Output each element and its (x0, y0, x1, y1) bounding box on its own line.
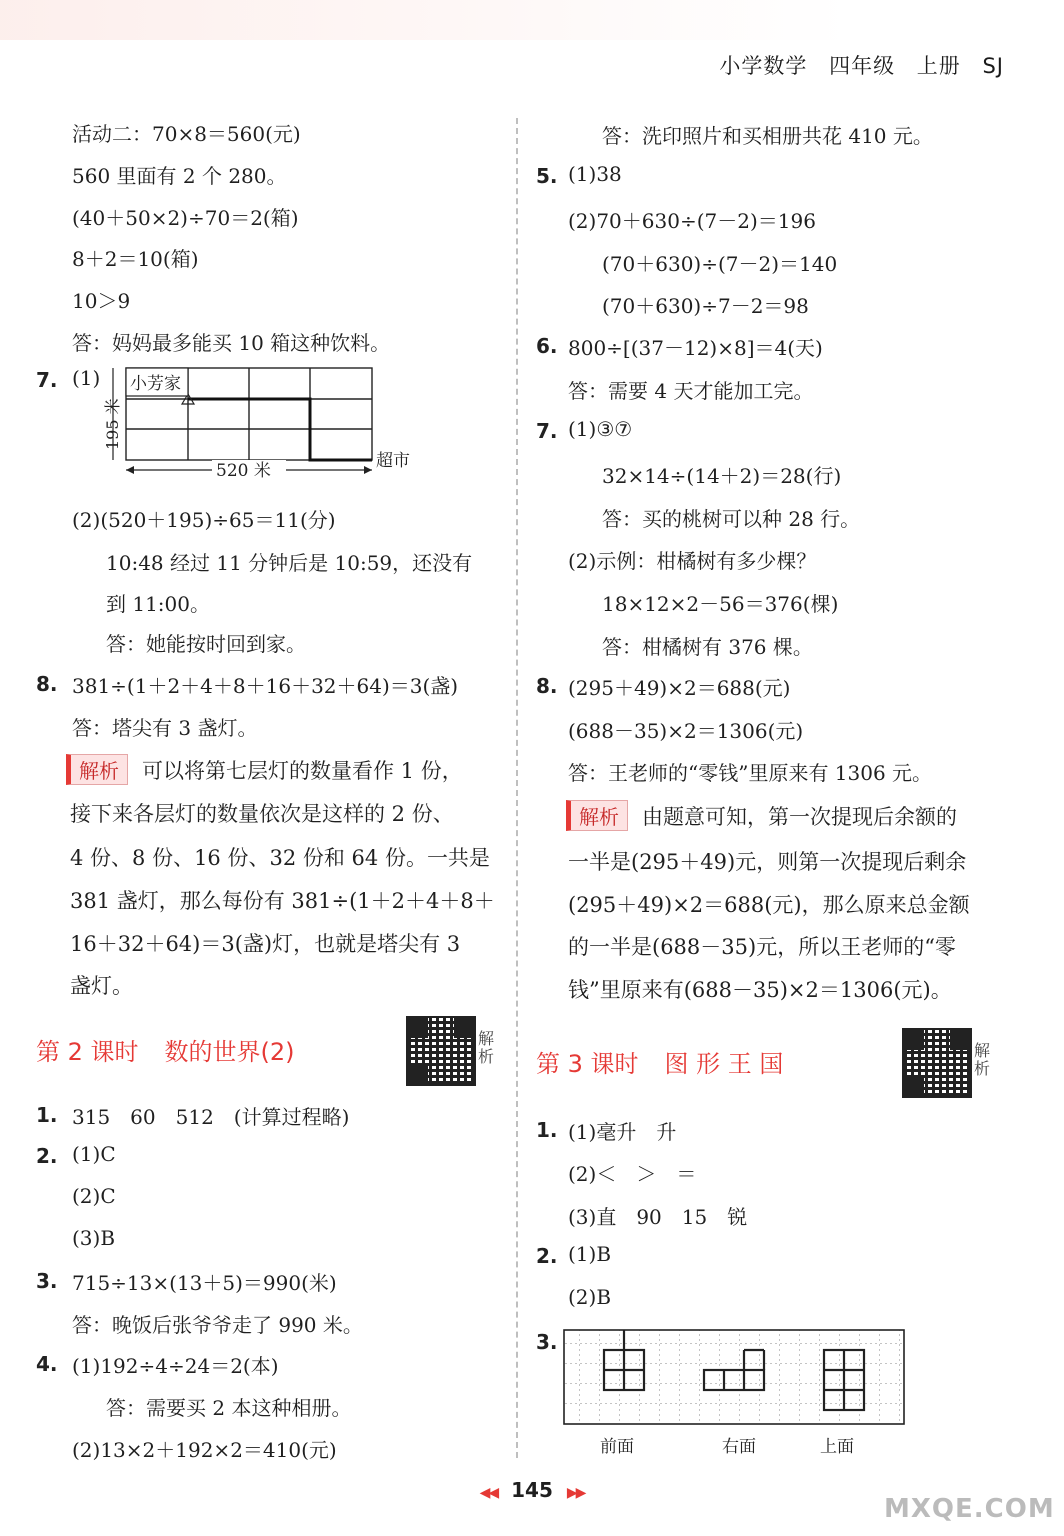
left-line: (2)13×2＋192×2＝410(元) (72, 1438, 337, 1462)
lesson-number: 第 2 课时 (36, 1038, 139, 1066)
page-header (705, 50, 1004, 80)
left-line: 10＞9 (72, 289, 131, 313)
qr-code[interactable] (902, 1028, 972, 1098)
question-number: 1. (36, 1103, 58, 1127)
analysis-text: 16＋32＋64)＝3(盏)灯，也就是塔尖有 3 (70, 932, 461, 956)
left-line: 到 11:00。 (106, 592, 210, 616)
left-line: 答：晚饭后张爷爷走了 990 米。 (72, 1313, 363, 1337)
left-line: 315 60 512 (计算过程略) (72, 1105, 350, 1129)
question-number: 2. (536, 1244, 558, 1268)
analysis-text: 由题意可知，第一次提现后余额的 (642, 805, 957, 829)
right-line: (2)示例：柑橘树有多少棵？ (568, 549, 817, 573)
prev-arrows-icon: ◀◀ (479, 1485, 498, 1501)
question-number: 8. (36, 672, 58, 696)
left-line: 381÷(1＋2＋4＋8＋16＋32＋64)＝3(盏) (72, 674, 459, 698)
right-line: (70＋630)÷7－2＝98 (602, 294, 809, 318)
header-edition: SJ (982, 54, 1004, 78)
map-horizontal-label: 520 米 (216, 461, 271, 481)
left-line: (1)C (72, 1142, 116, 1166)
right-line: (1)B (568, 1242, 612, 1266)
view-label-front: 前面 (600, 1437, 634, 1457)
left-line: 答：需要买 2 本这种相册。 (106, 1396, 352, 1420)
left-line: 10:48 经过 11 分钟后是 10:59，还没有 (106, 551, 473, 575)
left-line: 715÷13×(13＋5)＝990(米) (72, 1271, 337, 1295)
right-line: (295＋49)×2＝688(元) (568, 676, 791, 700)
question-number: 7. (36, 368, 58, 392)
right-line: (2)B (568, 1285, 612, 1309)
analysis-tag: 解析 (566, 800, 628, 831)
question-number: 6. (536, 334, 558, 358)
view-label-right: 右面 (722, 1437, 756, 1457)
left-line: 活动二：70×8＝560(元) (72, 122, 301, 146)
left-line: (40＋50×2)÷70＝2(箱) (72, 206, 299, 230)
right-line: 32×14÷(14＋2)＝28(行) (602, 464, 842, 488)
question-number: 2. (36, 1144, 58, 1168)
right-line: 答：买的桃树可以种 28 行。 (602, 507, 861, 531)
three-views-grid (560, 1324, 910, 1464)
analysis-text: 盏灯。 (70, 974, 133, 998)
left-line: (3)B (72, 1226, 116, 1250)
right-line: 18×12×2－56＝376(棵) (602, 592, 839, 616)
left-line: 答：她能按时回到家。 (106, 632, 306, 656)
right-line: (688－35)×2＝1306(元) (568, 719, 804, 743)
lesson-topic: 数的世界(2) (164, 1038, 295, 1066)
qr-code[interactable] (406, 1016, 476, 1086)
section-title (536, 1044, 783, 1079)
page-number: 145 (511, 1478, 553, 1502)
analysis-text: (295＋49)×2＝688(元)，那么原来总金额 (568, 893, 970, 917)
analysis-text: 4 份、8 份、16 份、32 份和 64 份。一共是 (70, 846, 490, 870)
question-number: 1. (536, 1118, 558, 1142)
qr-label: 解析 (478, 1029, 495, 1066)
left-line: (1)192÷4÷24＝2(本) (72, 1354, 279, 1378)
section-title (36, 1032, 295, 1067)
right-line: 答：洗印照片和买相册共花 410 元。 (602, 124, 933, 148)
right-line: (3)直 90 15 锐 (568, 1205, 748, 1229)
analysis-text: 一半是(295＋49)元，则第一次提现后剩余 (568, 850, 967, 874)
question-number: 5. (536, 164, 558, 188)
watermark: MXQE.COM (884, 1494, 1055, 1524)
left-line: (2)C (72, 1184, 116, 1208)
analysis-tag: 解析 (66, 754, 128, 785)
right-line: (1)毫升 升 (568, 1120, 677, 1144)
header-volume: 上册 (916, 54, 961, 78)
map-market-label: 超市 (376, 451, 410, 471)
analysis-text: 381 盏灯，那么每份有 381÷(1＋2＋4＋8＋ (70, 889, 495, 913)
right-line: 答：柑橘树有 376 棵。 (602, 635, 813, 659)
right-line: (1)③⑦ (568, 417, 633, 441)
question-number: 3. (536, 1330, 558, 1354)
right-line: 答：需要 4 天才能加工完。 (568, 379, 814, 403)
right-line: 800÷[(37－12)×8]＝4(天) (568, 336, 823, 360)
analysis-block (566, 800, 957, 831)
question-number: 8. (536, 674, 558, 698)
qr-label: 解析 (974, 1041, 991, 1078)
right-line: (1)38 (568, 162, 622, 186)
header-grade: 四年级 (829, 54, 896, 78)
left-line: (2)(520＋195)÷65＝11(分) (72, 508, 336, 532)
lesson-number: 第 3 课时 (536, 1050, 639, 1078)
right-line: (70＋630)÷(7－2)＝140 (602, 252, 838, 276)
right-line: (2)＜ ＞ ＝ (568, 1162, 697, 1186)
analysis-text: 可以将第七层灯的数量看作 1 份， (142, 759, 463, 783)
analysis-block (66, 754, 463, 785)
map-home-label: 小芳家 (130, 374, 181, 394)
route-map (100, 362, 420, 487)
map-vertical-label: 195 米 (103, 398, 122, 450)
analysis-text: 接下来各层灯的数量依次是这样的 2 份、 (70, 802, 454, 826)
right-line: (2)70＋630÷(7－2)＝196 (568, 209, 816, 233)
left-line: 答：妈妈最多能买 10 箱这种饮料。 (72, 331, 391, 355)
lesson-topic: 图 形 王 国 (664, 1050, 784, 1078)
q7-part1: (1) (72, 366, 101, 390)
view-label-top: 上面 (820, 1437, 854, 1457)
right-line: 答：王老师的“零钱”里原来有 1306 元。 (568, 761, 933, 785)
left-line: 答：塔尖有 3 盏灯。 (72, 716, 258, 740)
question-number: 7. (536, 419, 558, 443)
header-band (0, 0, 1064, 40)
header-subject: 小学数学 (719, 54, 808, 78)
left-line: 8＋2＝10(箱) (72, 247, 199, 271)
column-divider (516, 118, 518, 1458)
analysis-text: 钱”里原来有(688－35)×2＝1306(元)。 (568, 978, 952, 1002)
analysis-text: 的一半是(688－35)元，所以王老师的“零 (568, 935, 956, 959)
left-line: 560 里面有 2 个 280。 (72, 164, 287, 188)
question-number: 3. (36, 1269, 58, 1293)
question-number: 4. (36, 1352, 58, 1376)
next-arrows-icon: ▶▶ (566, 1485, 585, 1501)
